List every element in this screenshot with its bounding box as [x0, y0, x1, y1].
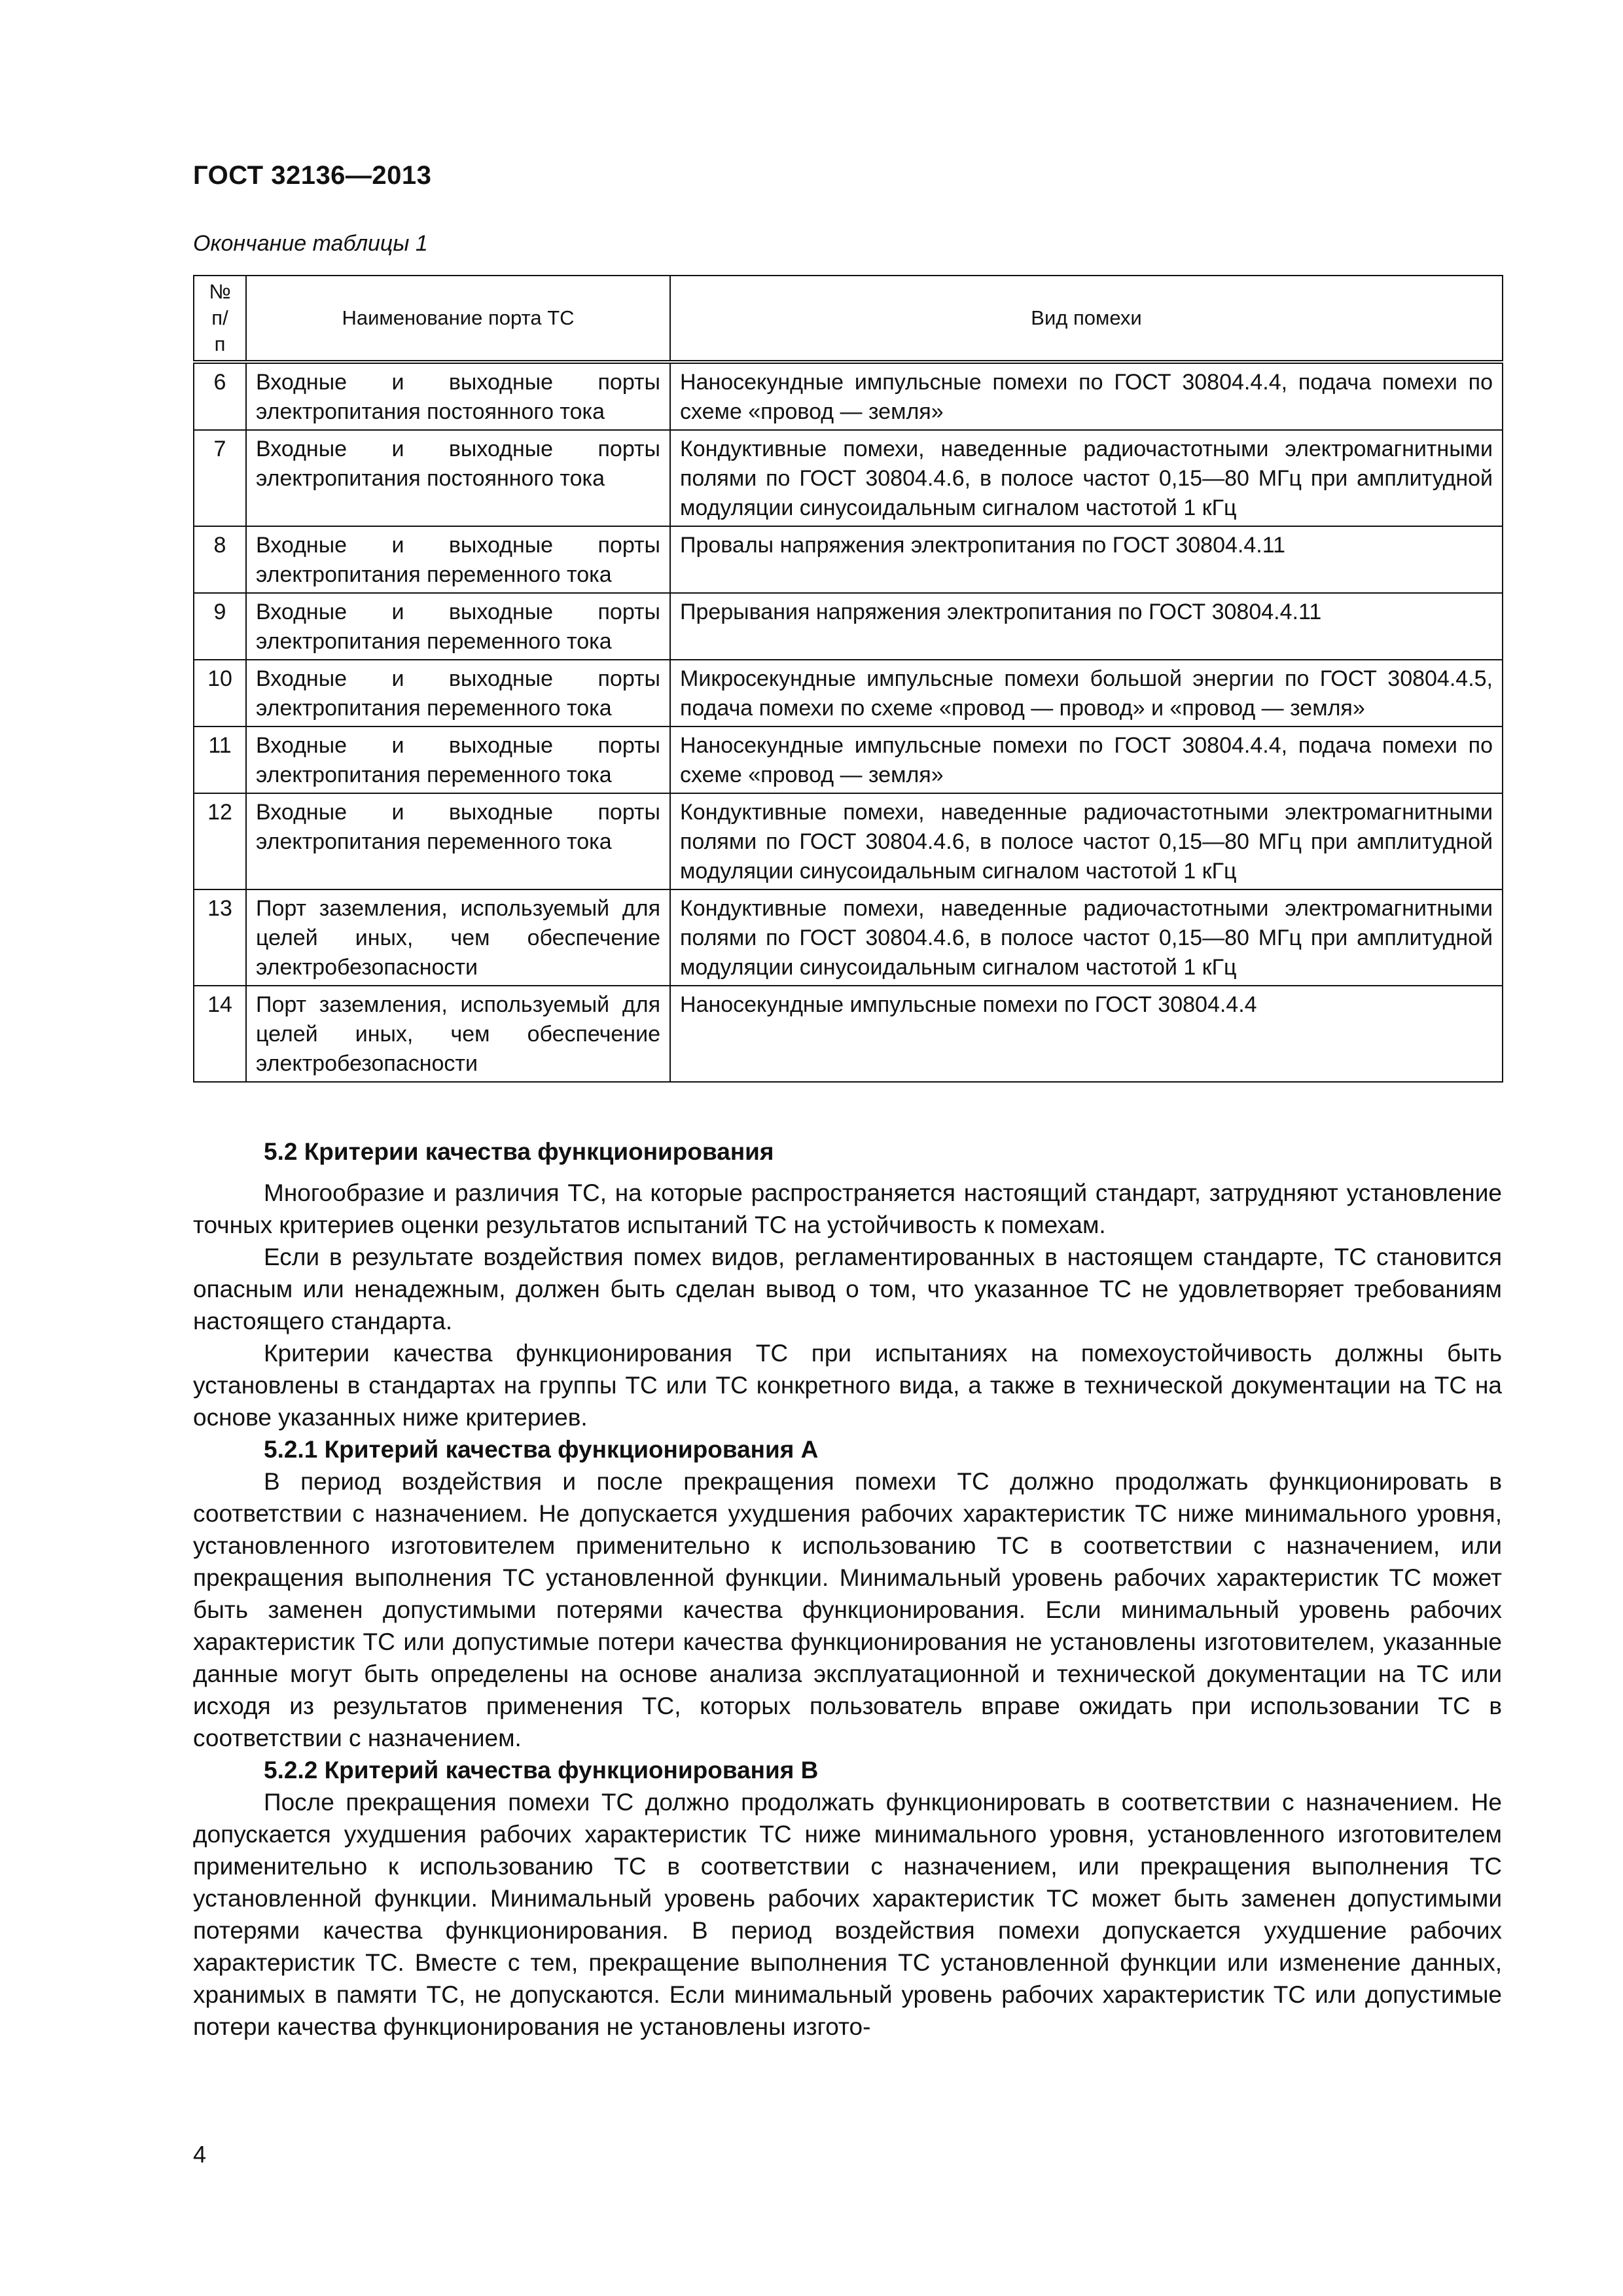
table-caption: Окончание таблицы 1: [193, 231, 428, 256]
interference-type-cell: Кондуктивные помехи, наведенные радиочастотными электромагнитными полями по ГОСТ 30804.4.6, в полосе частот 0,15—80 МГц при амплитудной модуляции синусоидальным сигналом частотой 1 кГц: [670, 889, 1503, 986]
table-header-row: [194, 276, 1503, 362]
section-heading: 5.2 Критерии качества функционирования: [264, 1138, 774, 1165]
paragraph: Многообразие и различия ТС, на которые распространяется настоящий стандарт, затрудняют установление точных критериев оценки результатов испытаний ТС на устойчивость к помехам.: [193, 1179, 1502, 1238]
paragraph: В период воздействия и после прекращения помехи ТС должно продолжать функционировать в соответствии с назначением. Не допускается ухудшения рабочих характеристик ТС ниже минимального уровня, установленного изготовителем применительно к использованию ТС в соответствии с назначением, или прекращения выполнения ТС установленной функции. Минимальный уровень рабочих характеристик ТС может быть заменен допустимыми потерями качества функционирования. Если минимальный уровень рабочих характеристик ТС или допустимые потери качества функционирования не установлены изготовителем, указанные данные могут быть определены на основе анализа эксплуатационной и технической документации на ТС или исходя из результатов применения ТС, которых пользователь вправе ожидать при использовании ТС в соответствии с назначением.: [193, 1468, 1502, 1751]
table-row: [194, 986, 1503, 1082]
interference-type-cell: Наносекундные импульсные помехи по ГОСТ 30804.4.4: [670, 986, 1503, 1082]
paragraph: После прекращения помехи ТС должно продолжать функционировать в соответствии с назначением. Не допускается ухудшения рабочих характеристик ТС ниже минимального уровня, установленного изготовителем применительно к использованию ТС в соответствии с назначением, или прекращения выполнения ТС установленной функции. Минимальный уровень рабочих характеристик ТС может быть заменен допустимыми потерями качества функционирования. В период воздействия помехи допускается ухудшение рабочих характеристик ТС. Вместе с тем, прекращение выполнения ТС установленной функции или изменение данных, хранимых в памяти ТС, не допускаются. Если минимальный уровень рабочих характеристик ТС или допустимые потери качества функционирования не установлены изгото-: [193, 1789, 1502, 2040]
column-header-number: № п/п: [194, 276, 246, 362]
table-row: [194, 526, 1503, 593]
section-heading: 5.2.2 Критерий качества функционирования В: [264, 1757, 819, 1784]
port-name-cell: Входные и выходные порты электропитания переменного тока: [246, 526, 670, 593]
row-number: 12: [194, 793, 246, 889]
row-number: 7: [194, 430, 246, 526]
row-number: 13: [194, 889, 246, 986]
paragraph: Критерии качества функционирования ТС при испытаниях на помехоустойчивость должны быть установлены в стандартах на группы ТС или ТС конкретного вида, а также в технической документации на ТС на основе указанных ниже критериев.: [193, 1340, 1502, 1431]
interference-type-cell: Микросекундные импульсные помехи большой энергии по ГОСТ 30804.4.5, подача помехи по схеме «провод — провод» и «провод — земля»: [670, 660, 1503, 726]
section-5-2: [193, 1136, 1502, 2043]
interference-type-cell: Наносекундные импульсные помехи по ГОСТ 30804.4.4, подача помехи по схеме «провод — земля»: [670, 362, 1503, 430]
interference-table: [193, 275, 1503, 1083]
column-header-port-name: Наименование порта ТС: [246, 276, 670, 362]
interference-type-cell: Наносекундные импульсные помехи по ГОСТ 30804.4.4, подача помехи по схеме «провод — земля»: [670, 726, 1503, 793]
table-row: [194, 660, 1503, 726]
interference-type-cell: Прерывания напряжения электропитания по ГОСТ 30804.4.11: [670, 593, 1503, 660]
port-name-cell: Входные и выходные порты электропитания постоянного тока: [246, 362, 670, 430]
row-number: 10: [194, 660, 246, 726]
table-row: [194, 593, 1503, 660]
table-row: [194, 430, 1503, 526]
row-number: 8: [194, 526, 246, 593]
port-name-cell: Порт заземления, используемый для целей иных, чем обеспечение электробезопасности: [246, 986, 670, 1082]
port-name-cell: Входные и выходные порты электропитания переменного тока: [246, 793, 670, 889]
column-header-interference-type: Вид помехи: [670, 276, 1503, 362]
interference-type-cell: Провалы напряжения электропитания по ГОСТ 30804.4.11: [670, 526, 1503, 593]
port-name-cell: Входные и выходные порты электропитания переменного тока: [246, 660, 670, 726]
row-number: 14: [194, 986, 246, 1082]
port-name-cell: Порт заземления, используемый для целей иных, чем обеспечение электробезопасности: [246, 889, 670, 986]
port-name-cell: Входные и выходные порты электропитания постоянного тока: [246, 430, 670, 526]
page-number: 4: [193, 2141, 207, 2168]
table-row: [194, 362, 1503, 430]
interference-type-cell: Кондуктивные помехи, наведенные радиочастотными электромагнитными полями по ГОСТ 30804.4.6, в полосе частот 0,15—80 МГц при амплитудной модуляции синусоидальным сигналом частотой 1 кГц: [670, 430, 1503, 526]
document-id-header: ГОСТ 32136—2013: [193, 161, 432, 190]
row-number: 9: [194, 593, 246, 660]
interference-type-cell: Кондуктивные помехи, наведенные радиочастотными электромагнитными полями по ГОСТ 30804.4.6, в полосе частот 0,15—80 МГц при амплитудной модуляции синусоидальным сигналом частотой 1 кГц: [670, 793, 1503, 889]
table-row: [194, 793, 1503, 889]
section-heading: 5.2.1 Критерий качества функционирования А: [264, 1436, 819, 1463]
row-number: 11: [194, 726, 246, 793]
document-page: [193, 0, 1502, 2296]
paragraph: Если в результате воздействия помех видов, регламентированных в настоящем стандарте, ТС становится опасным или ненадежным, должен быть сделан вывод о том, что указанное ТС не удовлетворяет требованиям настоящего стандарта.: [193, 1244, 1502, 1335]
row-number: 6: [194, 362, 246, 430]
port-name-cell: Входные и выходные порты электропитания переменного тока: [246, 593, 670, 660]
table-row: [194, 726, 1503, 793]
port-name-cell: Входные и выходные порты электропитания переменного тока: [246, 726, 670, 793]
table-row: [194, 889, 1503, 986]
